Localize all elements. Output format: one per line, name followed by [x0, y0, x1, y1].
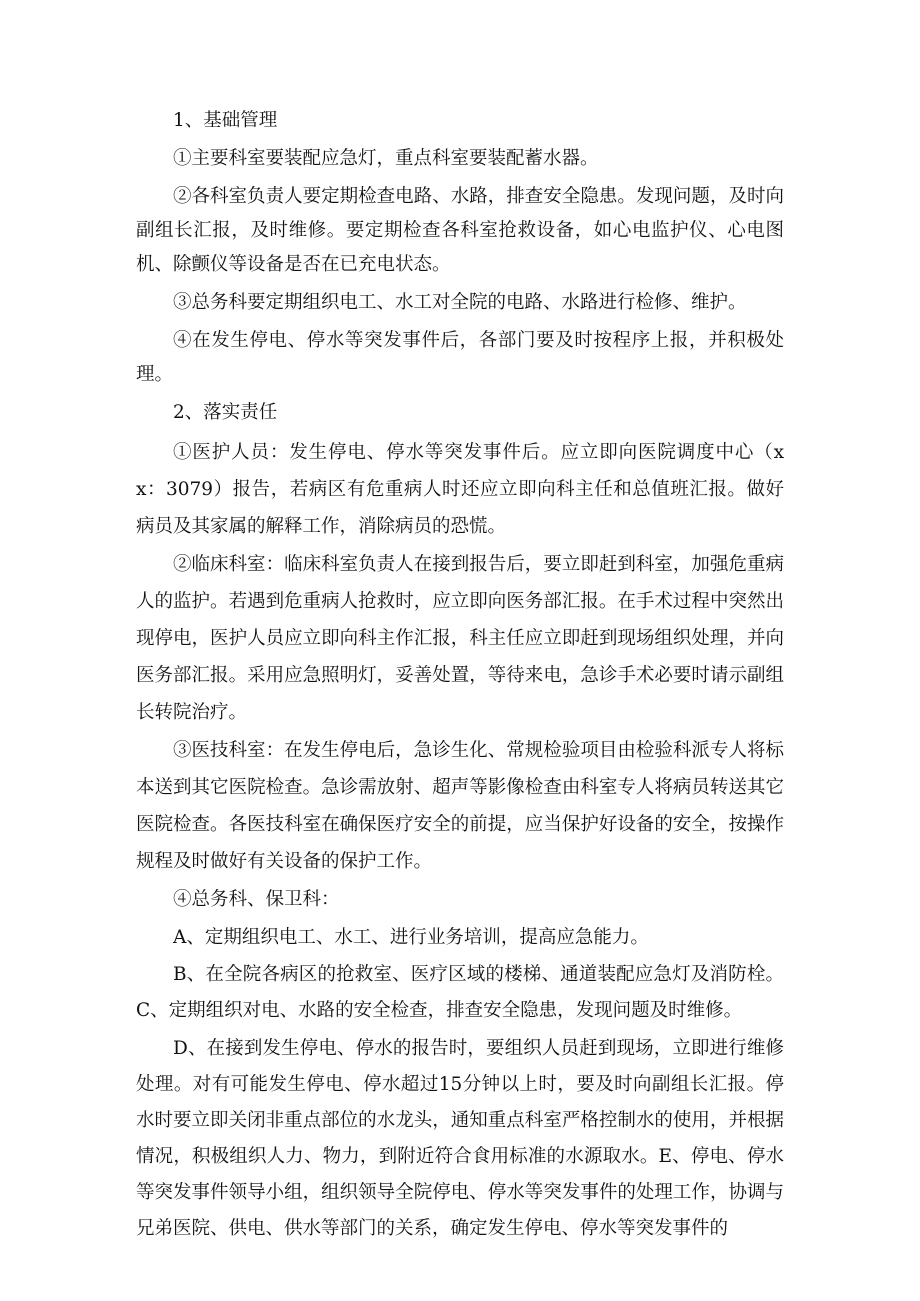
- section-heading-responsibilities: 2、落实责任: [173, 402, 278, 423]
- paragraph-medical-staff: ①医护人员：发生停电、停水等突发事件后。应立即向医院调度中心（xx：3079）报告，若病区有危重病人时还应立即向科主任和总值班汇报。做好病员及其家属的解释工作，消除病员的恐慌。: [136, 442, 784, 537]
- paragraph-emergency-lights: ①主要科室要装配应急灯，重点科室要装配蓄水器。: [173, 148, 599, 169]
- paragraph-reporting-procedure: ④在发生停电、停水等突发事件后，各部门要及时按程序上报，并积极处理。: [136, 330, 784, 385]
- paragraph-item-a: A、定期组织电工、水工、进行业务培训，提高应急能力。: [173, 927, 649, 948]
- paragraph-medical-technology-departments: ③医技科室：在发生停电后，急诊生化、常规检验项目由检验科派专人将标本送到其它医院检查。急诊需放射、超声等影像检查由科室专人将病员转送其它医院检查。各医技科室在确保医疗安全的前提，应当保护好设备的安全，按操作规程及时做好有关设备的保护工作。: [136, 740, 784, 872]
- paragraph-item-b-c: B、在全院各病区的抢救室、医疗区域的楼梯、通道装配应急灯及消防栓。C、定期组织对电、水路的安全检查，排查安全隐患，发现问题及时维修。: [136, 964, 784, 1021]
- paragraph-general-affairs-maintenance: ③总务科要定期组织电工、水工对全院的电路、水路进行检修、维护。: [173, 292, 747, 313]
- paragraph-item-d-e: D、在接到发生停电、停水的报告时，要组织人员赶到现场，立即进行维修处理。对有可能发生停电、停水超过15分钟以上时，要及时向副组长汇报。停水时要立即关闭非重点部位的水龙头，通知重点科室严格控制水的使用，并根据情况，积极组织人力、物力，到附近符合食用标准的水源取水。E、停电、停水等突发事件领导小组，组织领导全院停电、停水等突发事件的处理工作，协调与兄弟医院、供电、供水等部门的关系，确定发生停电、停水等突发事件的: [136, 1038, 784, 1239]
- paragraph-general-affairs-security: ④总务科、保卫科：: [173, 889, 340, 910]
- paragraph-clinical-departments: ②临床科室：临床科室负责人在接到报告后，要立即赶到科室，加强危重病人的监护。若遇到危重病人抢救时，应立即向医务部汇报。在手术过程中突然出现停电，医护人员应立即向科主作汇报，科主任应立即赶到现场组织处理，并向医务部汇报。采用应急照明灯，妥善处置，等待来电，急诊手术必要时请示副组长转院治疗。: [136, 554, 784, 723]
- paragraph-department-checks: ②各科室负责人要定期检查电路、水路，排查安全隐患。发现问题，及时向副组长汇报，及时维修。要定期检查各科室抢救设备，如心电监护仪、心电图机、除颤仪等设备是否在已充电状态。: [136, 186, 784, 275]
- document-body: [136, 104, 784, 1249]
- section-heading-basic-management: 1、基础管理: [173, 110, 278, 131]
